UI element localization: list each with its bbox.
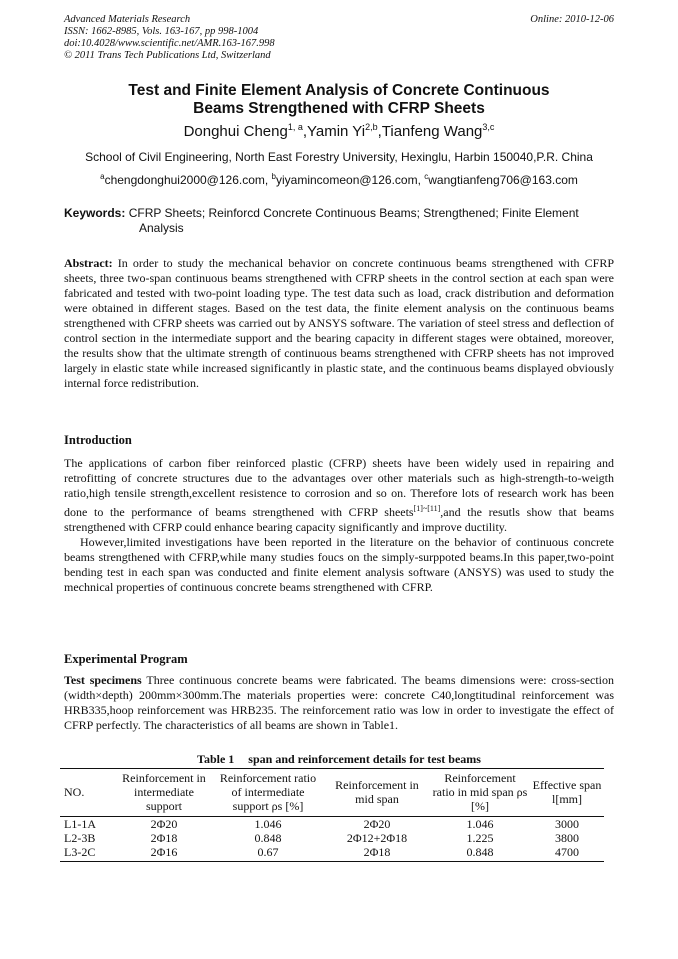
abstract	[64, 256, 614, 391]
table-row	[60, 831, 604, 845]
table-cell: 0.848	[254, 831, 282, 845]
author-affil-mark: 3,c	[482, 122, 495, 132]
keywords-label: Keywords:	[64, 206, 126, 220]
table-cell: 2Φ16	[116, 845, 212, 862]
table-number: Table 1	[197, 752, 235, 766]
keywords-text-2: Analysis	[139, 221, 184, 235]
journal-header	[64, 14, 614, 62]
author-name: Donghui Cheng	[183, 123, 288, 140]
table-cell: 4700	[530, 845, 604, 862]
introduction-heading: Introduction	[64, 433, 132, 447]
table-cell: 3800	[555, 831, 579, 845]
table-cell: 0.848	[430, 845, 530, 862]
email-mark: a	[100, 172, 105, 181]
citation[interactable]: [1]~[11]	[413, 504, 441, 513]
experimental-heading: Experimental Program	[64, 652, 188, 666]
keywords-text-1: CFRP Sheets; Reinforcd Concrete Continuous Beams; Strengthened; Finite Element	[128, 206, 579, 220]
table-cell: 1.046	[466, 817, 494, 831]
email-mark: c	[424, 172, 429, 181]
table-cell: 2Φ18	[324, 845, 430, 862]
table-header: Reinforcement in intermediate support	[116, 769, 212, 817]
beam-details-table	[60, 768, 604, 862]
issn-line: ISSN: 1662-8985, Vols. 163-167, pp 998-1004	[64, 26, 259, 37]
table-cell: L2-3B	[64, 831, 96, 845]
keywords	[64, 206, 614, 236]
table-cell: 2Φ20	[150, 817, 178, 831]
table-header: Reinforcement ratio of intermediate support ρs [%]	[212, 769, 324, 817]
table-caption	[0, 752, 678, 767]
table-cell: 1.046	[254, 817, 282, 831]
abstract-text: In order to study the mechanical behavior on concrete continuous beams strengthened with CFRP sheets, three two-span continuous beams strengthened with CFRP sheets in the control section at each span were fabricated and tested with two-point loading type. The test data such as load, crack distribution and deformation were obtained in different stages. Based on the test data, the finite element analysis on the continuous beams strengthened with CFRP sheets was carried out by ANSYS software. The variation of steel stress and deflection of control section in the intermediate support and the bearing capacity in different stages were obtained, moreover, the results show that the ultimate strength of continuous beams strengthened with CFRP sheets has not improved largely in elastic state while increased significantly in plastic state, and the continuous beams displayed obviously internal force redistribution.	[64, 256, 614, 390]
journal-name: Advanced Materials Research	[64, 14, 191, 25]
author-affil-mark: 1, a	[287, 122, 303, 132]
table-cell: 0.67	[212, 845, 324, 862]
abstract-label: Abstract:	[64, 256, 113, 270]
copyright-line: © 2011 Trans Tech Publications Ltd, Switzerland	[64, 50, 271, 61]
online-date: Online: 2010-12-06	[530, 14, 614, 25]
table-title: span and reinforcement details for test beams	[248, 752, 481, 766]
table-row	[60, 817, 604, 832]
author-list: Donghui Cheng$^{1, a}$,Yamin Yi$^{2,b}$,Tianfeng Wang$^{3,c}$	[183, 122, 495, 140]
intro-paragraph-1	[64, 456, 614, 535]
author-name: Yamin Yi	[307, 123, 366, 140]
table-header: Reinforcement in mid span	[324, 769, 430, 817]
affiliation: School of Civil Engineering, North East Forestry University, Hexinglu, Harbin 150040,P.R. China	[85, 150, 593, 164]
table-cell: 3000	[555, 817, 579, 831]
test-specimens-label: Test specimens	[64, 673, 142, 687]
table-header: Reinforcement ratio in mid span ρs [%]	[430, 769, 530, 817]
experimental-body	[64, 673, 614, 733]
paper-title	[40, 82, 638, 118]
experimental-text: Three continuous concrete beams were fabricated. The beams dimensions were: cross-section (width×depth) 200mm×300mm.The materials properties were: concrete C40,longtitudinal reinforcement was HRB335,hoop reinforcement was HRB235. The reinforcement ratio was low in order to investigate the effect of CFRP perfectly. The characteristics of all beams are shown in Table1.	[64, 673, 614, 732]
table-row	[60, 845, 604, 862]
author-emails: $^a$chengdonghui2000@126.com, $^b$yiyamincomeon@126.com, $^c$wangtianfeng706@163.com	[100, 172, 578, 187]
doi-line[interactable]: doi:10.4028/www.scientific.net/AMR.163-167.998	[64, 38, 275, 49]
table-cell: L1-1A	[64, 817, 96, 831]
intro-text: The applications of carbon fiber reinforced plastic (CFRP) sheets have been widely used in repairing and retrofitting of concrete structures due to the advantages over other materials such as high-strength-to-weigth ratio,high tensile strength,excellent resistence to corrosion and so on. Therefore lots of research work has been done to the performance of beams strengthened with CFRP sheets	[64, 456, 614, 519]
table-cell: 2Φ18	[150, 831, 178, 845]
title-line-1: Test and Finite Element Analysis of Concrete Continuous	[128, 82, 550, 99]
email-link[interactable]: chengdonghui2000@126.com	[104, 173, 265, 187]
table-header: Effective span l[mm]	[530, 769, 604, 817]
author-name: Tianfeng Wang	[381, 123, 483, 140]
email-link[interactable]: wangtianfeng706@163.com	[428, 173, 578, 187]
introduction-body	[64, 456, 614, 595]
intro-text: ,and the resutls show that beams strengthened with CFRP could enhance bearing capacity significantly and improve ductility.	[64, 505, 614, 534]
table-cell: L3-2C	[60, 845, 116, 862]
email-link[interactable]: yiyamincomeon@126.com	[276, 173, 418, 187]
author-affil-mark: 2,b	[365, 122, 378, 132]
table-cell: 2Φ12+2Φ18	[346, 831, 408, 845]
title-line-2: Beams Strengthened with CFRP Sheets	[193, 100, 485, 117]
table-header: NO.	[60, 769, 116, 817]
table-cell: 1.225	[466, 831, 494, 845]
table-cell: 2Φ20	[363, 817, 391, 831]
intro-paragraph-2: However,limited investigations have been reported in the literature on the behavior of continuous concrete beams strengthened with CFRP,while many studies foucs on the simply-surppoted beams.In this paper,two-point bending test in each span was conducted and finite element analysis software (ANSYS) was used to study the mechnical properties of continuous concrete beams strengthened with CFRP.	[64, 535, 614, 594]
email-mark: b	[271, 172, 276, 181]
